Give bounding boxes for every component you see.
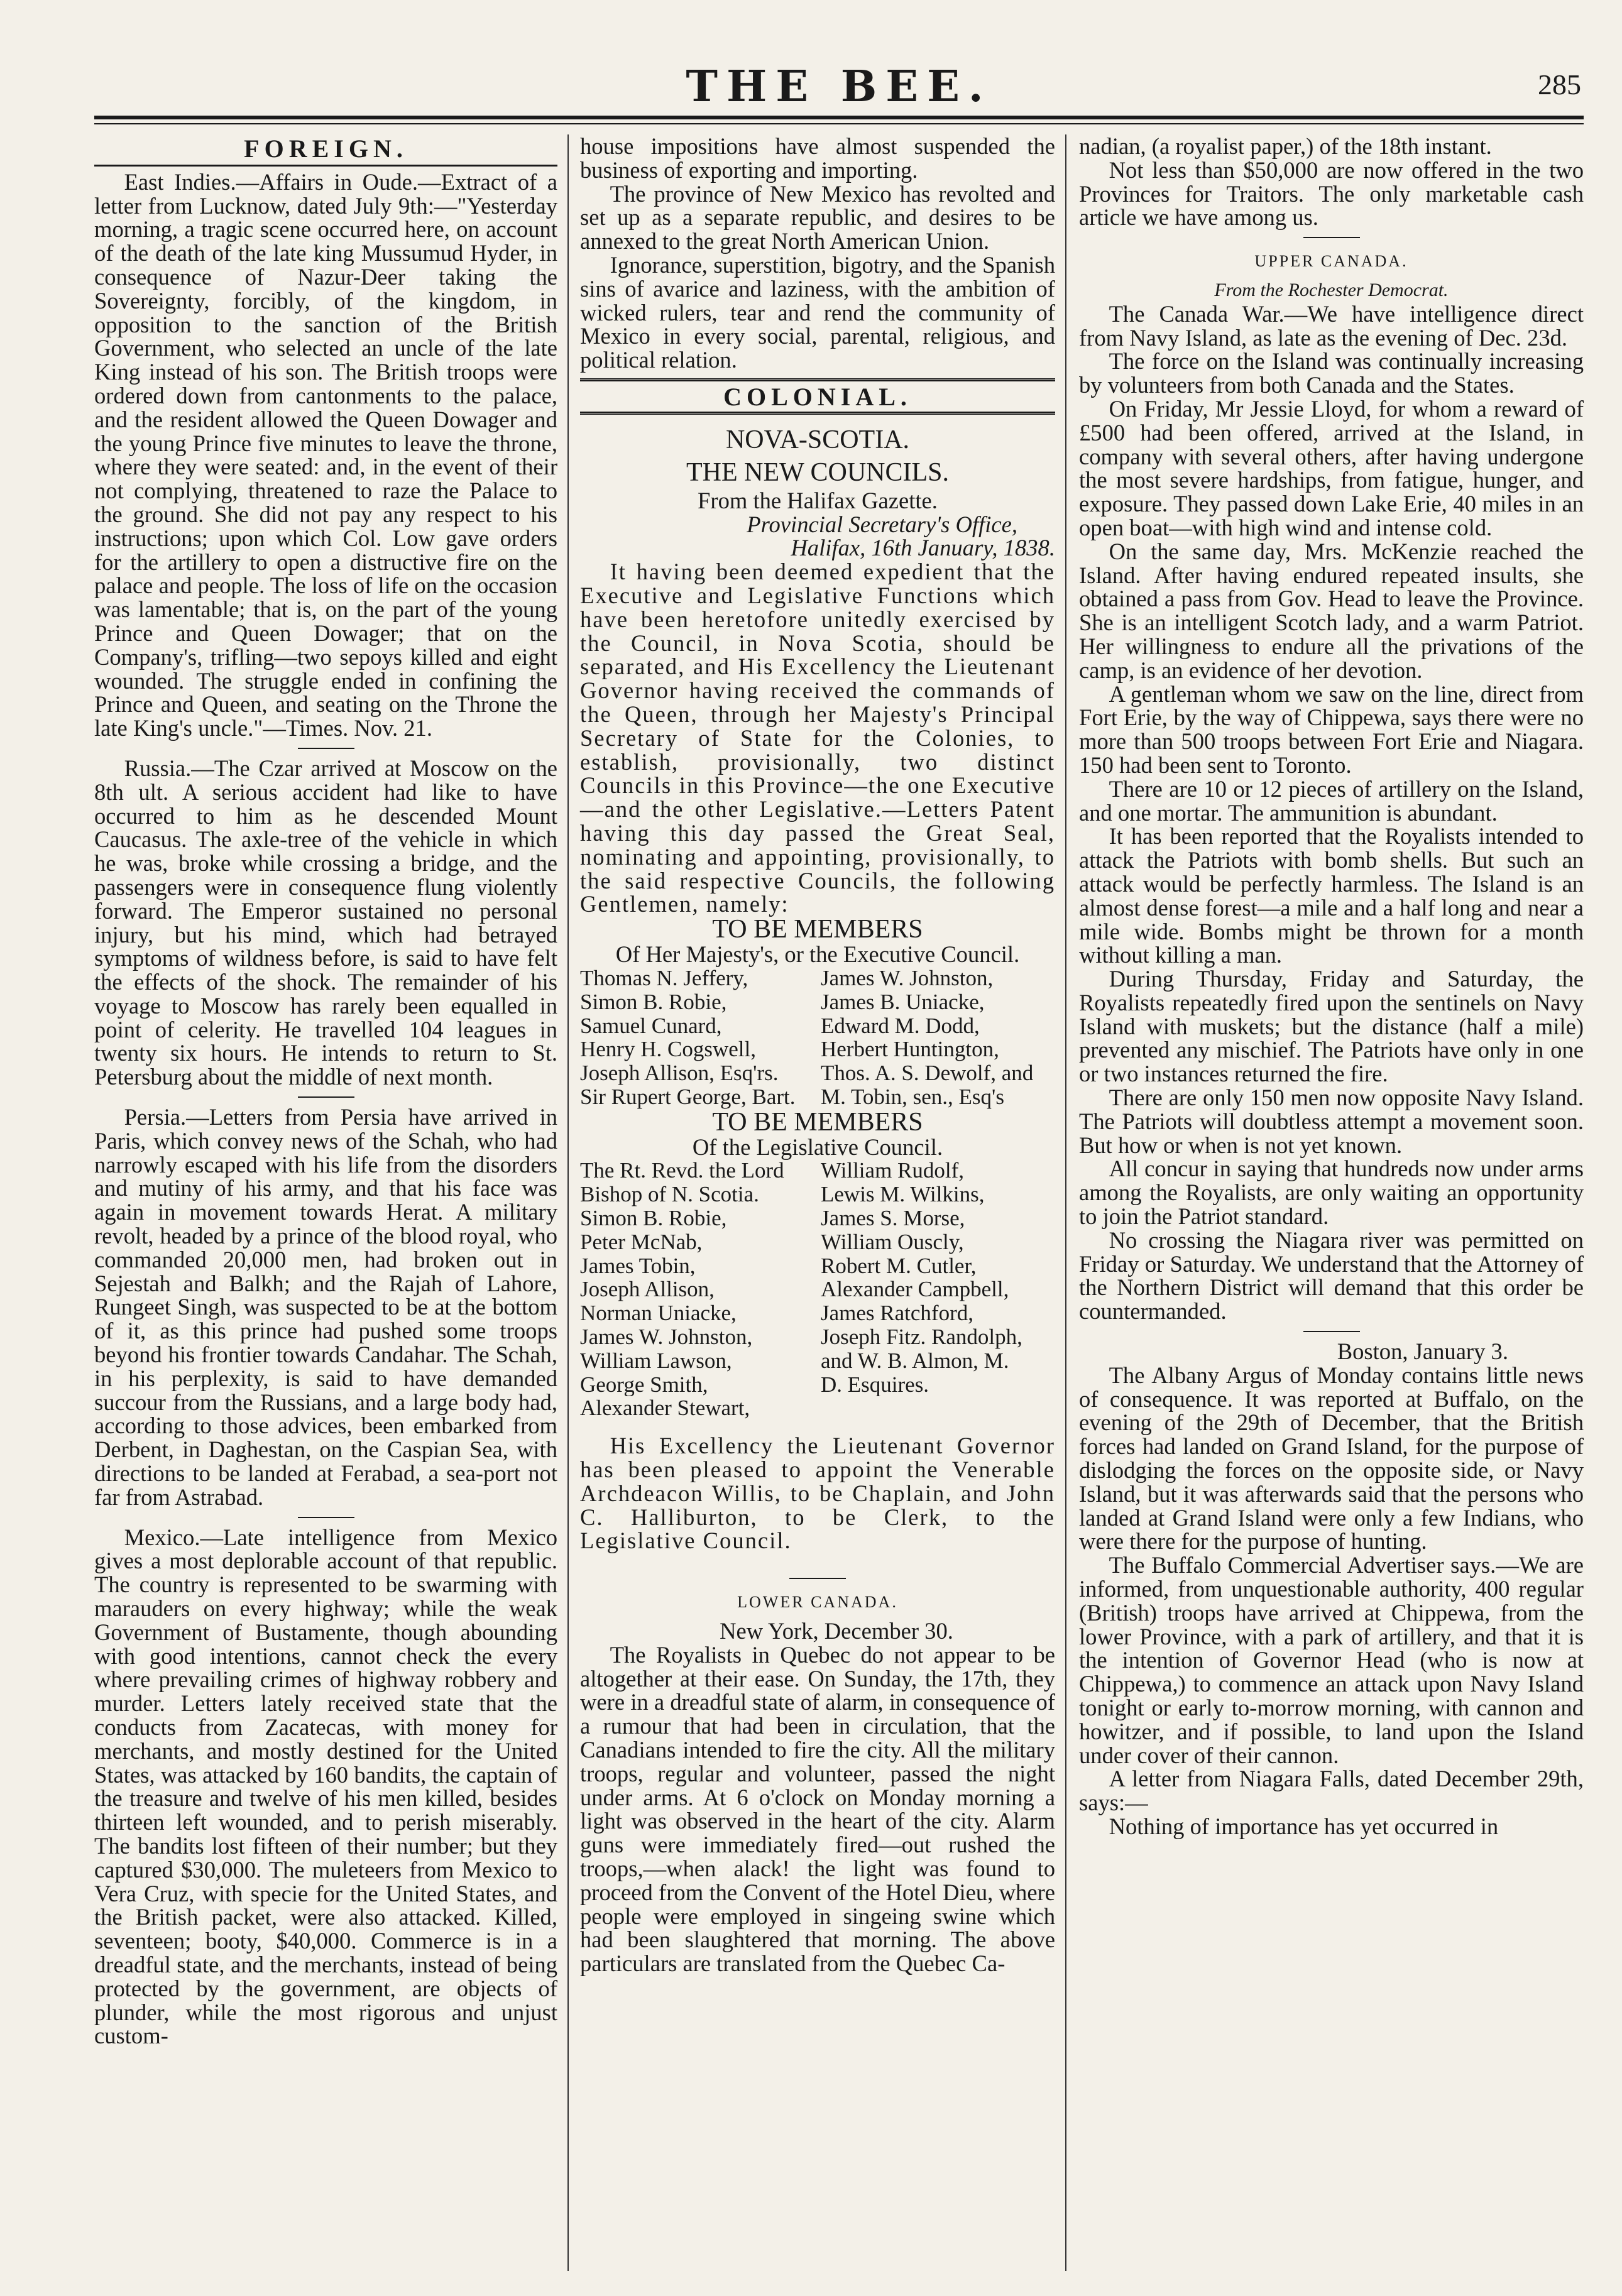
- paragraph: There are 10 or 12 pieces of artillery on the Island, and one mortar. The ammunition is abundant.: [1079, 775, 1584, 826]
- member-name: [821, 1396, 1055, 1420]
- member-name: Alexander Campbell,: [821, 1277, 1009, 1302]
- article-continued: nadian, (a royalist paper,) of the 18th instant.: [1079, 134, 1492, 159]
- member-name: Robert M. Cutler,: [821, 1254, 977, 1278]
- article-divider: [789, 1578, 846, 1579]
- paragraph: There are only 150 men now opposite Navy Island. The Patriots will doubtless attempt a movement soon. But how or when is not yet known.: [1079, 1085, 1584, 1158]
- member-name: The Rt. Revd. the Lord: [580, 1159, 784, 1183]
- member-name: James S. Morse,: [821, 1206, 965, 1230]
- member-name: William Rudolf,: [821, 1159, 965, 1183]
- article-persia: Persia.—Letters from Persia have arrived in Paris, which convey news of the Schah, who had narrowly escaped with his life from the disorders and mutiny of his army, and that his face was again in movement towards Herat. A military revolt, headed by a prince of the blood royal, who commanded 20,000 men, had broken out in Sejestah and Balkh; and the Rajah of Lahore, Rungeet Singh, was suspected to be at the bottom of it, as this prince had pushed some troops beyond his frontier towards Candahar. The Schah, in his perplexity, is said to have demanded succour from the Russians, and a large body had, according to those advices, been embarked from Derbent, in Daghestan, on the Caspian Sea, with directions to be landed at Ferabad, a sea-port not far from Astrabad.: [94, 1104, 557, 1510]
- member-name: William Ouscly,: [821, 1230, 964, 1254]
- member-name: Simon B. Robie,: [580, 990, 727, 1014]
- article-mexico-summary: Ignorance, superstition, bigotry, and the Spanish sins of avarice and laziness, with the ambition of wicked rulers, tear and rend the community of Mexico in every social, parental, religious, and political relation.: [580, 251, 1055, 373]
- member-name: Joseph Fitz. Randolph,: [821, 1325, 1022, 1349]
- member-name: Lewis M. Wilkins,: [821, 1183, 985, 1207]
- article-divider: [298, 748, 354, 749]
- article-quebec: The Royalists in Quebec do not appear to be altogether at their ease. On Sunday, the 17th, they were in a dreadful state of alarm, in consequence of a rumour that had been in circulation, that the Canadians intended to fire the city. All the military troops, regular and volunteer, passed the night under arms. At 6 o'clock on Monday morning a light was observed in the heart of the city. Alarm guns were immediately fired—out rushed the troops,—when alack! the light was found to proceed from the Convent of the Hotel Dieu, where people were employed in singeing swine which had been slaughtered that morning. The above particulars are translated from the Quebec Ca-: [580, 1641, 1055, 1977]
- member-name: D. Esquires.: [821, 1372, 929, 1397]
- paragraph: During Thursday, Friday and Saturday, the Royalists repeatedly fired upon the sentinels on Navy Island with muskets; but the distance (half a mile) prevented any mischief. The Patriots have only in one or two instances returned the fire.: [1079, 966, 1584, 1087]
- article-east-indies: East Indies.—Affairs in Oude.—Extract of a letter from Lucknow, dated July 9th:—"Yesterday morning, a tragic scene occurred here, on account of the death of the late king Mussumud Hyder, in consequence of Nazur-Deer taking the Sovereignty, forcibly, of the kingdom, in opposition to the sanction of the British Government, who selected an uncle of the late King instead of his son. The British troops were ordered down from cantonments to the palace, and the resident allowed the Queen Dowager and the young Prince five minutes to leave the throne, where they were seated: and, in the event of their not complying, threatened to raze the Palace to the ground. She did not pay any respect to his instructions; upon which Col. Low gave orders for the artillery to open a distructive fire on the palace and people. The loss of life on the occasion was lamentable; that is, on the part of the young Prince and Queen Dowager; that on the Company's, trifling—two sepoys killed and eight wounded. The struggle ended in confining the Prince and Queen, and seating on the Throne the late King's uncle."—Times. Nov. 21.: [94, 168, 557, 741]
- paragraph: A gentleman whom we saw on the line, direct from Fort Erie, by the way of Chippewa, says there were no more than 500 troops between Fort Erie and Niagara. 150 had been sent to Toronto.: [1079, 681, 1584, 778]
- heading-rule: [94, 165, 557, 167]
- column-colonial: [570, 134, 1066, 2271]
- paragraph: On Friday, Mr Jessie Lloyd, for whom a reward of £500 had been offered, arrived at the Island, in company with several others, after having undergone the most severe hardships, from fatigue, hunger, and exposure. They passed down Lake Erie, 40 miles in an open boat—with high wind and intense cold.: [1079, 395, 1584, 540]
- member-name: and W. B. Almon, M.: [821, 1348, 1009, 1373]
- article-reward: Not less than $50,000 are now offered in the two Provinces for Traitors. The only marketable cash article we have among us.: [1079, 156, 1584, 231]
- member-name: James W. Johnston,: [580, 1325, 753, 1349]
- legislative-subheading: Of the Legislative Council.: [692, 1134, 943, 1160]
- member-name: Thos. A. S. Dewolf, and: [821, 1061, 1034, 1085]
- member-name: James W. Johnston,: [821, 966, 994, 990]
- paragraph: It has been reported that the Royalists intended to attack the Patriots with bomb shells. But such an attack would be perfectly harmless. The Island is an almost dense forest—a mile and a half long and near a mile wide. Bombs might be thrown for a month without killing a man.: [1079, 823, 1584, 968]
- executive-subheading: Of Her Majesty's, or the Executive Council.: [615, 941, 1020, 968]
- article-subheading: THE NEW COUNCILS.: [686, 457, 950, 487]
- spacer: [580, 1420, 1055, 1434]
- member-name: Edward M. Dodd,: [821, 1014, 980, 1038]
- article-russia: Russia.—The Czar arrived at Moscow on the 8th ult. A serious accident had like to have occurred to him as he descended Mount Caucasus. The axle-tree of the vehicle in which he was, broke while crossing a bridge, and the passengers were in consequence flung violently forward. The Emperor sustained no personal injury, but his mind, which had betrayed symptoms of wildness before, is said to have felt the effects of the shock. The remainder of his voyage to Moscow has rarely been equalled in point of celerity. He travelled 104 leagues in twenty six hours. He intends to return to St. Petersburg about the middle of next month.: [94, 755, 557, 1090]
- article-buffalo-advertiser: The Buffalo Commercial Advertiser says.—We are informed, from unquestionable authority, 400 regular (British) troops have arrived at Chippewa, from the lower Province, with a park of artillery, and that it is the intention of Governor Head (who is now at Chippewa,) to commence an attack upon Navy Island tonight or early to-morrow morning, with cannon and howitzer, and if possible, to land upon the Island under cover of their cannon.: [1079, 1552, 1584, 1768]
- page-number: 285: [1538, 68, 1581, 101]
- appointment-notice: His Excellency the Lieutenant Governor has been pleased to appoint the Venerable Archdeacon Willis, to be Chaplain, and John C. Halliburton, to be Clerk, to the Legislative Council.: [580, 1433, 1055, 1554]
- paragraph: The force on the Island was continually increasing by volunteers from both Canada and the States.: [1079, 348, 1584, 398]
- masthead: [94, 60, 1584, 134]
- member-name: Simon B. Robie,: [580, 1206, 727, 1230]
- member-name: James B. Uniacke,: [821, 990, 985, 1014]
- section-heading-foreign: FOREIGN.: [244, 134, 408, 163]
- member-name: James Ratchford,: [821, 1301, 973, 1326]
- article-canada-war: The Canada War.—We have intelligence direct from Navy Island, as late as the evening of Dec. 23d.: [1079, 300, 1584, 351]
- section-heading-upper-canada: UPPER CANADA.: [1254, 252, 1408, 271]
- member-name: Joseph Allison, Esq'rs.: [580, 1061, 779, 1085]
- paragraph: A letter from Niagara Falls, dated December 29th, says:—: [1079, 1766, 1584, 1816]
- legislative-heading: TO BE MEMBERS: [712, 1107, 923, 1137]
- paragraph: All concur in saying that hundreds now under arms among the Royalists, are only waiting an opportunity to join the Patriot standard.: [1079, 1156, 1584, 1230]
- legislative-council-list: [580, 1159, 1055, 1420]
- article-divider: [1303, 1331, 1360, 1332]
- member-name: Thomas N. Jeffery,: [580, 966, 748, 990]
- article-new-mexico: The province of New Mexico has revolted and set up as a separate republic, and desires to be annexed to the great North American Union.: [580, 180, 1055, 254]
- article-mexico-continued: house impositions have almost suspended the business of exporting and importing.: [580, 134, 1055, 183]
- office-line: Provincial Secretary's Office,: [747, 511, 1017, 537]
- article-divider: [298, 1096, 354, 1098]
- dateline-new-york: New York, December 30.: [720, 1618, 953, 1644]
- masthead-rule: [94, 116, 1584, 119]
- dateline: Halifax, 16th January, 1838.: [791, 535, 1055, 561]
- member-name: Peter McNab,: [580, 1230, 703, 1254]
- article-source: From the Halifax Gazette.: [698, 487, 938, 513]
- member-name: Herbert Huntington,: [821, 1037, 999, 1062]
- paragraph: Nothing of importance has yet occurred in: [1109, 1813, 1499, 1839]
- section-heading-lower-canada: LOWER CANADA.: [737, 1593, 898, 1612]
- article-mexico: Mexico.—Late intelligence from Mexico gives a most deplorable account of that republic. The country is represented to be swarming with marauders on every highway; while the weak Government of Bustamente, though abounding with good intentions, cannot check the every where prevailing crimes of highway robbery and murder. Letters lately received state that the conducts from Zacatecas, with money for merchants, and mostly destined for the United States, was attacked by 160 bandits, the captain of the treasure and twelve of his men killed, besides thirteen left wounded, and to perish miserably. The bandits lost fifteen of their number; but they captured $30,000. The muleteers from Mexico to Vera Cruz, with specie for the United States, and the British packet, were also attacked. Killed, seventeen; booty, $40,000. Commerce is in a dreadful state, and the merchants, instead of being protected by the government, are objects of plunder, while the most rigorous and unjust custom-: [94, 1524, 557, 2049]
- member-name: James Tobin,: [580, 1254, 696, 1278]
- proclamation-text: It having been deemed expedient that the Executive and Legislative Functions which have been heretofore unitedly exercised by the Council, in Nova Scotia, should be separated, and His Excellency the Lieutenant Governor having received the commands of the Queen, through her Majesty's Principal Secretary of State for the Colonies, to establish, provisionally, two distinct Councils in this Province—the one Executive—and the other Legislative.—Letters Patent having this day passed the Great Seal, nominating and appointing, provisionally, to the said respective Councils, the following Gentlemen, namely:: [580, 559, 1055, 917]
- column-foreign: [94, 134, 569, 2271]
- member-name: George Smith,: [580, 1372, 708, 1397]
- member-name: Sir Rupert George, Bart.: [580, 1085, 796, 1109]
- province-heading: NOVA-SCOTIA.: [725, 425, 910, 454]
- masthead-rule-thin: [94, 123, 1584, 124]
- newspaper-title: THE BEE.: [686, 62, 992, 112]
- paragraph: On the same day, Mrs. McKenzie reached the Island. After having endured repeated insults, she obtained a pass from Gov. Head to leave the Province. She is an intelligent Scotch lady, and a warm Patriot. Her willingness to endure all the privations of the camp, is an evidence of her devotion.: [1079, 538, 1584, 683]
- member-name: Henry H. Cogswell,: [580, 1037, 756, 1062]
- article-divider: [298, 1517, 354, 1518]
- executive-heading: TO BE MEMBERS: [712, 915, 923, 944]
- member-name: Samuel Cunard,: [580, 1014, 722, 1038]
- member-name: Bishop of N. Scotia.: [580, 1183, 759, 1207]
- member-name: M. Tobin, sen., Esq's: [821, 1085, 1004, 1109]
- article-albany-argus: The Albany Argus of Monday contains little news of consequence. It was reported at Buffalo, on the evening of the 29th of December, that the British forces had landed on Grand Island, for the purpose of dislodging the forces on the opposite side, or Navy Island, but it was afterwards said that the persons who landed at Grand Island were only a few Indians, who were there for the purpose of hunting.: [1079, 1362, 1584, 1555]
- paragraph: No crossing the Niagara river was permitted on Friday or Saturday. We understand that the Attorney of the Northern District will demand that this order be countermanded.: [1079, 1227, 1584, 1325]
- member-name: Norman Uniacke,: [580, 1301, 737, 1326]
- article-source: From the Rochester Democrat.: [1214, 279, 1449, 300]
- executive-council-list: [580, 966, 1055, 1109]
- member-name: Joseph Allison,: [580, 1277, 715, 1302]
- dateline-boston: Boston, January 3.: [1337, 1338, 1508, 1365]
- section-heading-colonial: COLONIAL.: [580, 378, 1055, 415]
- member-name: Alexander Stewart,: [580, 1396, 750, 1421]
- member-name: William Lawson,: [580, 1348, 732, 1373]
- column-upper-canada: [1068, 134, 1584, 2271]
- article-divider: [1303, 237, 1360, 238]
